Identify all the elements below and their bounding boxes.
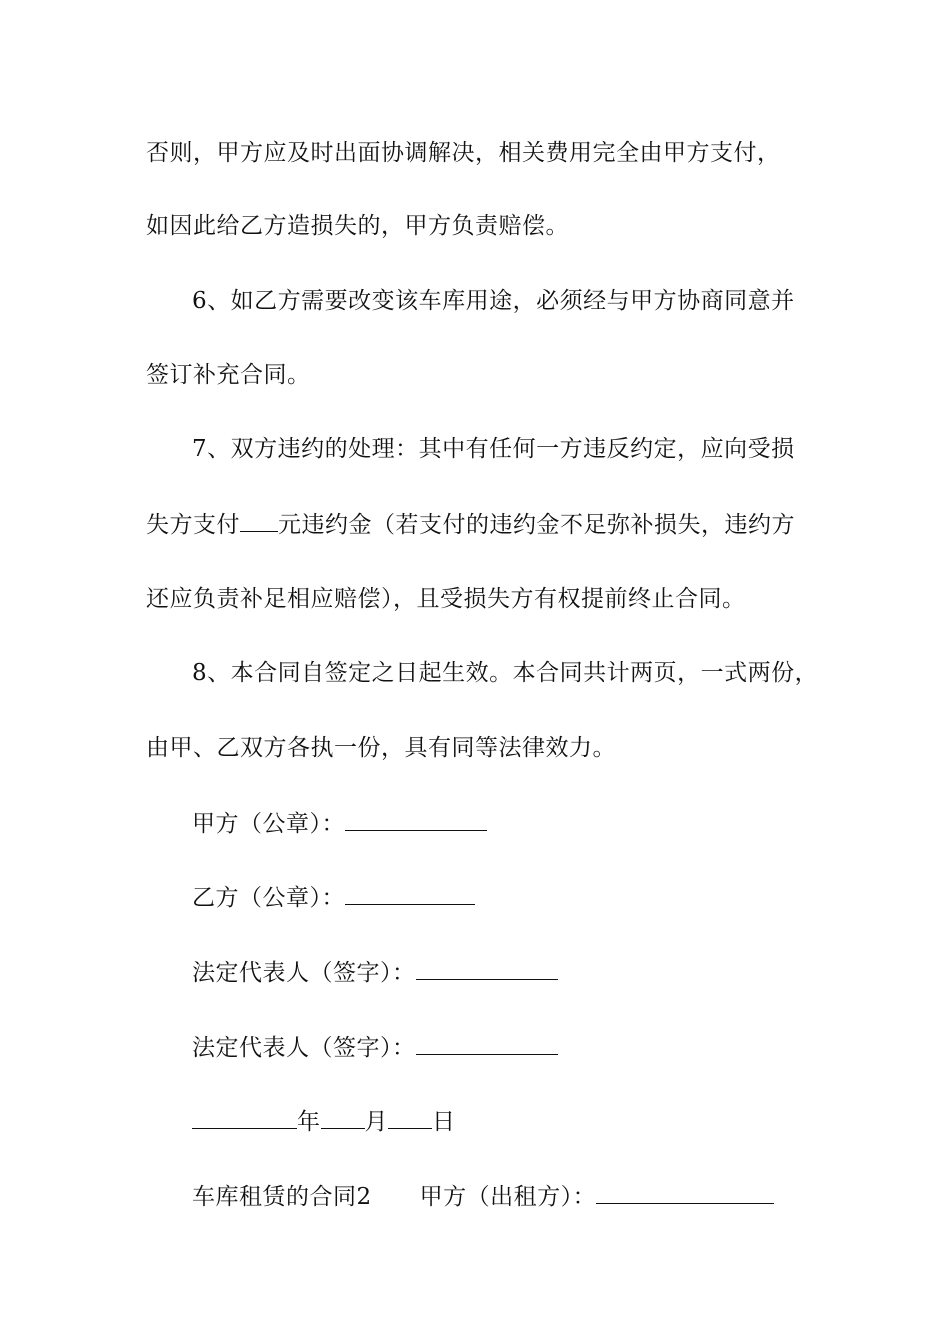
paragraph-line: 还应负责补足相应赔偿），且受损失方有权提前终止合同。 xyxy=(146,586,746,612)
year-label: 年 xyxy=(297,1109,321,1135)
party-a-seal-line xyxy=(192,808,487,839)
party-a-seal-label: 甲方（公章）： xyxy=(192,811,345,837)
paragraph-line: 如因此给乙方造损失的，甲方负责赔偿。 xyxy=(146,213,569,239)
clause-8-line: 8、本合同自签定之日起生效。本合同共计两页，一式两份， xyxy=(192,660,819,686)
day-blank xyxy=(388,1106,432,1129)
paragraph-line: 签订补充合同。 xyxy=(146,362,311,388)
rep-b-sign-blank xyxy=(416,1032,558,1055)
month-label: 月 xyxy=(364,1109,388,1135)
penalty-line xyxy=(146,509,795,540)
party-a-seal-blank xyxy=(345,808,487,831)
clause-7-line: 7、双方违约的处理：其中有任何一方违反约定，应向受损 xyxy=(192,436,795,462)
rep-a-sign-line xyxy=(192,957,558,988)
party-b-seal-blank xyxy=(345,882,475,905)
clause-6-line: 6、如乙方需要改变该车库用途，必须经与甲方协商同意并 xyxy=(192,288,795,314)
date-line xyxy=(192,1106,456,1137)
paragraph-line: 由甲、乙双方各执一份，具有同等法律效力。 xyxy=(146,735,616,761)
next-contract-line xyxy=(192,1181,774,1212)
penalty-prefix: 失方支付 xyxy=(146,512,240,538)
year-blank xyxy=(192,1106,297,1129)
next-contract-title: 车库租赁的合同2 xyxy=(192,1184,372,1210)
lessor-blank xyxy=(596,1181,774,1204)
lessor-label: 甲方（出租方）： xyxy=(419,1184,597,1210)
rep-a-sign-blank xyxy=(416,957,558,980)
month-blank xyxy=(321,1106,365,1129)
penalty-suffix: 元违约金（若支付的违约金不足弥补损失，违约方 xyxy=(278,512,795,538)
rep-b-sign-line xyxy=(192,1032,558,1063)
party-b-seal-line xyxy=(192,882,475,913)
rep-a-sign-label: 法定代表人（签字）： xyxy=(192,960,416,986)
party-b-seal-label: 乙方（公章）： xyxy=(192,885,345,911)
paragraph-line: 否则，甲方应及时出面协调解决，相关费用完全由甲方支付， xyxy=(146,140,781,166)
penalty-amount-blank xyxy=(240,509,278,532)
rep-b-sign-label: 法定代表人（签字）： xyxy=(192,1035,416,1061)
day-label: 日 xyxy=(432,1109,456,1135)
